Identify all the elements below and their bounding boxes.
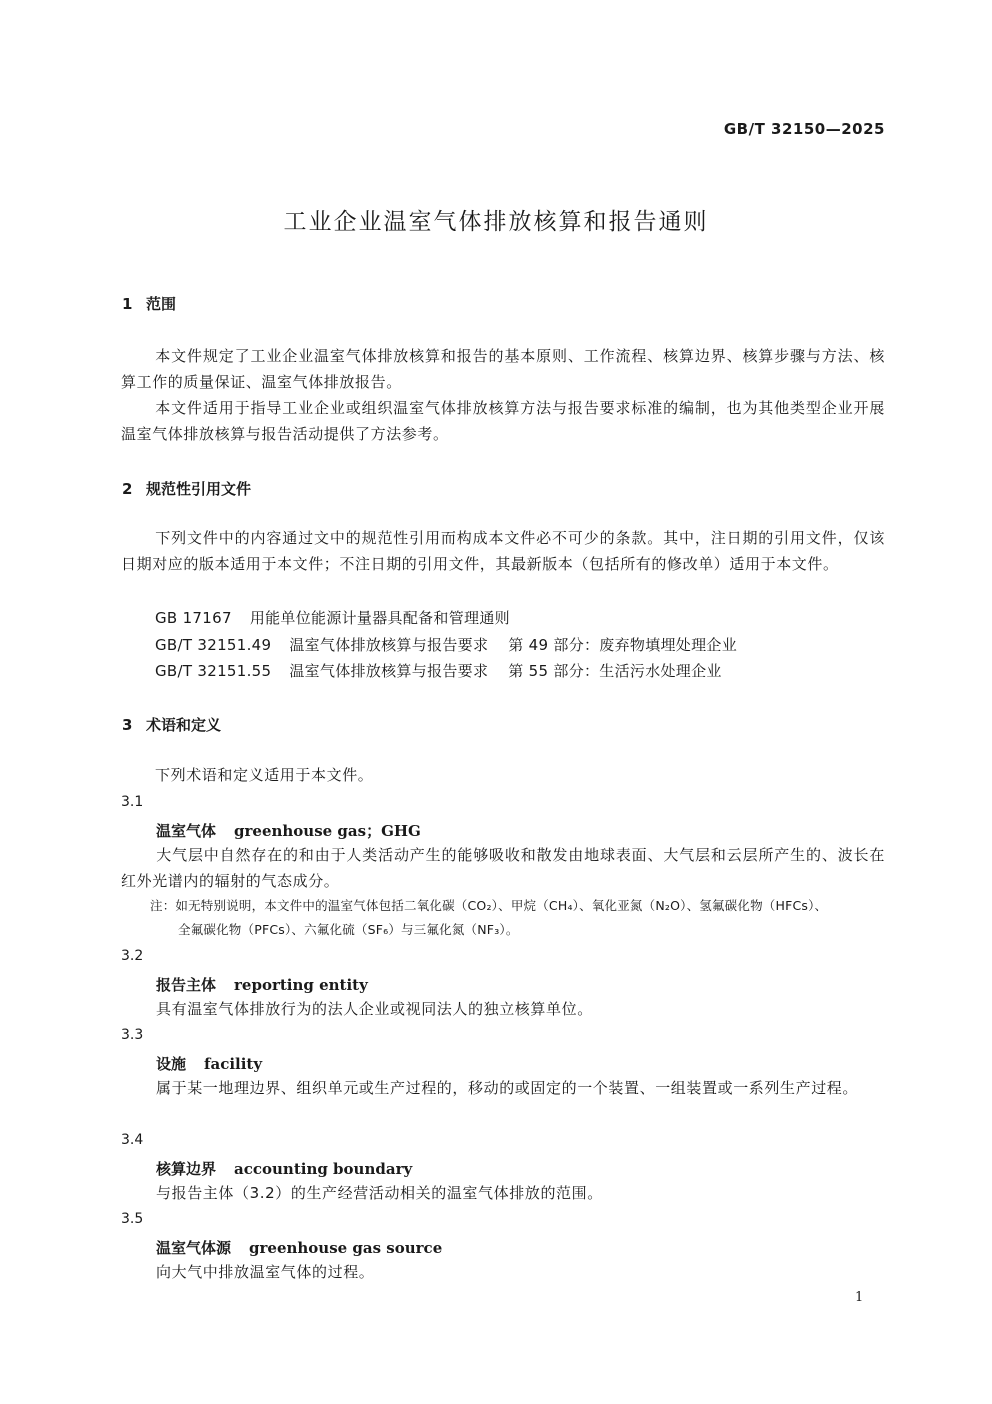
term-en: greenhouse gas；GHG [234,822,421,840]
document-title: 工业企业温室气体排放核算和报告通则 [283,209,709,235]
term-en: reporting entity [234,976,368,994]
section-number: 1 [122,295,133,313]
scope-paragraph-2: 本文件适用于指导工业企业或组织温室气体排放核算方法与报告要求标准的编制，也为其他类型企业开展温室气体排放核算与报告活动提供了方法参考。 [121,399,885,443]
term-number: 3.4 [121,1132,144,1148]
term-number: 3.5 [121,1211,144,1227]
term-en: accounting boundary [234,1160,413,1178]
term-heading [156,974,368,995]
term-zh: 设施 [156,1055,187,1073]
term-zh: 温室气体 [156,822,217,840]
term-number: 3.1 [121,794,144,810]
standard-number: GB/T 32150—2025 [723,120,885,138]
section-number: 3 [122,716,133,734]
term-heading [156,1053,262,1074]
term-zh: 核算边界 [156,1160,217,1178]
term-definition: 向大气中排放温室气体的过程。 [156,1263,375,1281]
term-definition: 与报告主体（3.2）的生产经营活动相关的温室气体排放的范围。 [156,1184,603,1202]
normative-intro: 下列文件中的内容通过文中的规范性引用而构成本文件必不可少的条款。其中，注日期的引用文件，仅该日期对应的版本适用于本文件；不注日期的引用文件，其最新版本（包括所有的修改单）适用于本文件。 [121,529,885,573]
page-number: 1 [855,1290,864,1305]
section-heading-normative [122,478,251,499]
scope-paragraph-1: 本文件规定了工业企业温室气体排放核算和报告的基本原则、工作流程、核算边界、核算步骤与方法、核算工作的质量保证、温室气体排放报告。 [121,347,885,391]
term-definition: 大气层中自然存在的和由于人类活动产生的能够吸收和散发由地球表面、大气层和云层所产生的、波长在红外光谱内的辐射的气态成分。 [121,846,885,890]
section-title: 范围 [146,295,177,313]
section-title: 规范性引用文件 [146,480,252,498]
term-definition: 具有温室气体排放行为的法人企业或视同法人的独立核算单位。 [156,1000,593,1018]
term-zh: 报告主体 [156,976,217,994]
term-en: facility [204,1055,263,1073]
term-heading [156,820,421,841]
term-number: 3.3 [121,1027,144,1043]
terms-intro: 下列术语和定义适用于本文件。 [155,766,374,784]
reference-item: GB 17167 用能单位能源计量器具配备和管理通则 [155,609,510,627]
term-heading [156,1237,442,1258]
section-title: 术语和定义 [146,716,222,734]
reference-item: GB/T 32151.55 温室气体排放核算与报告要求 第 55 部分：生活污水处理企业 [155,662,722,680]
reference-item: GB/T 32151.49 温室气体排放核算与报告要求 第 49 部分：废弃物填埋处理企业 [155,636,738,654]
term-zh: 温室气体源 [156,1239,232,1257]
section-number: 2 [122,480,133,498]
term-heading [156,1158,412,1179]
term-number: 3.2 [121,948,144,964]
section-heading-terms [122,714,221,735]
section-heading-scope [122,293,176,314]
term-note: 注：如无特别说明，本文件中的温室气体包括二氧化碳（CO₂）、甲烷（CH₄）、氧化亚氮（N₂O）、氢氟碳化物（HFCs）、 全氟碳化物（PFCs）、六氟化硫（SF₆）与三氟化氮（NF₃）。 [150,898,828,937]
term-en: greenhouse gas source [249,1239,443,1257]
term-definition: 属于某一地理边界、组织单元或生产过程的，移动的或固定的一个装置、一组装置或一系列生产过程。 [156,1079,859,1097]
